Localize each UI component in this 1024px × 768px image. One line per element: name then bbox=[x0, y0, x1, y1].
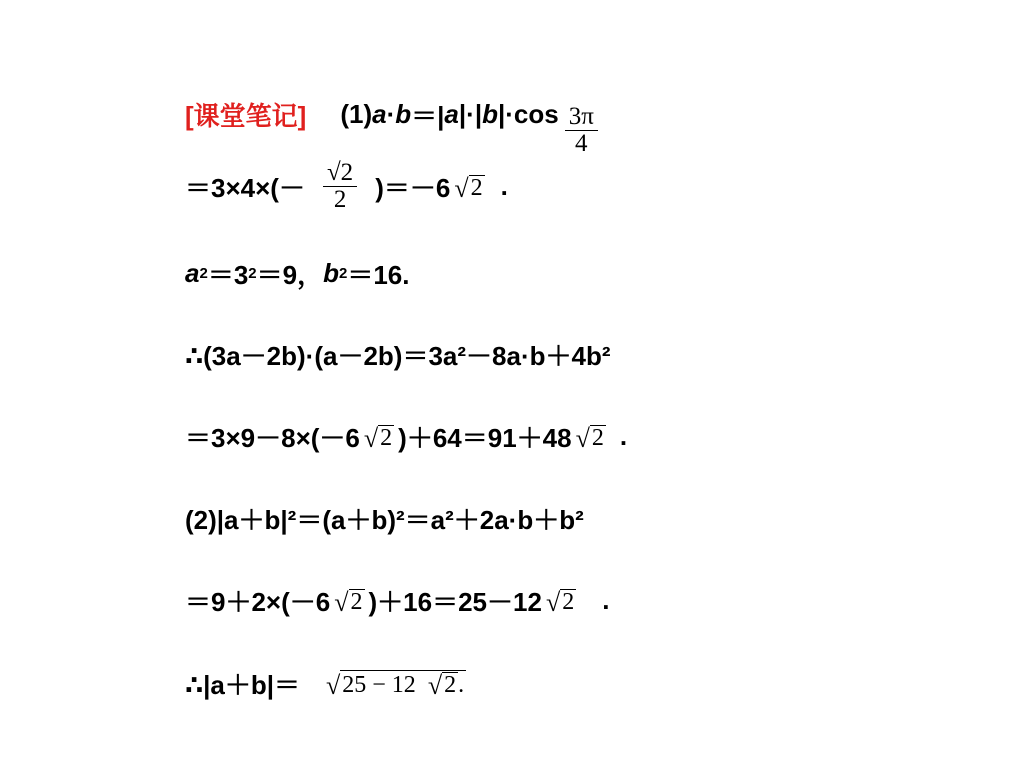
var-a: a bbox=[372, 99, 387, 129]
line7-end: . bbox=[602, 585, 610, 615]
line5-end: . bbox=[619, 421, 628, 451]
line-1 bbox=[185, 88, 604, 157]
sqrt-2: √ 2 bbox=[363, 423, 393, 453]
line-4 bbox=[185, 336, 610, 373]
var-b: b bbox=[323, 258, 339, 288]
sqrt-25-minus-12-root2: √ 25 − 12 √ 2 . bbox=[325, 671, 465, 700]
eq-abs: ＝| bbox=[411, 101, 445, 131]
line7-start: ＝9＋2×(－6 bbox=[185, 587, 331, 617]
fraction-root2-over-2 bbox=[323, 160, 357, 213]
cos-text: |·cos bbox=[498, 99, 559, 129]
sqrt-2: √ 2 bbox=[545, 587, 575, 617]
var-a: a bbox=[185, 258, 200, 288]
line4-text: ∴(3a－2b)·(a－2b)＝3a²－8a·b＋4b² bbox=[185, 341, 611, 371]
line3-t1: ＝3 bbox=[207, 260, 249, 290]
inner-sqrt-2: √ 2 bbox=[427, 671, 457, 700]
frac-numerator: √2 bbox=[323, 160, 357, 187]
frac-denominator: 4 bbox=[575, 130, 588, 157]
note-label: [课堂笔记] bbox=[185, 101, 307, 131]
line-2 bbox=[185, 160, 508, 213]
abs-mid: |·| bbox=[458, 99, 483, 129]
sqrt-2: √ 2 bbox=[454, 173, 483, 203]
abs-a: a bbox=[444, 99, 459, 129]
line-7 bbox=[185, 582, 609, 619]
line2-start: ＝3×4×(－ bbox=[185, 173, 305, 203]
line2-mid: )＝－6 bbox=[375, 173, 451, 203]
sqrt-2: √ 2 bbox=[334, 587, 363, 617]
line5-start: ＝3×9－8×(－6 bbox=[185, 423, 360, 453]
line2-end: . bbox=[500, 171, 508, 201]
part-label: (1) bbox=[340, 99, 373, 129]
line-6 bbox=[185, 500, 584, 537]
fraction-3pi-over-4 bbox=[565, 104, 598, 157]
line-8 bbox=[185, 665, 470, 702]
sqrt-2: √ 2 bbox=[575, 423, 604, 453]
line-5 bbox=[185, 418, 627, 455]
var-b: b bbox=[395, 99, 412, 129]
frac-numerator: 3π bbox=[565, 104, 598, 131]
line3-t2: ＝9， bbox=[256, 260, 324, 290]
abs-b: b bbox=[482, 99, 498, 129]
line8-start: ∴|a＋b|＝ bbox=[185, 670, 300, 700]
frac-denominator: 2 bbox=[333, 186, 347, 213]
line7-mid: )＋16＝25－12 bbox=[368, 587, 542, 617]
line5-mid: )＋64＝91＋48 bbox=[398, 423, 572, 453]
dot-op: · bbox=[386, 99, 396, 129]
line-3: a 2 ＝3 2 ＝9， b 2 ＝16. bbox=[185, 255, 409, 292]
line8-end: . bbox=[458, 672, 465, 698]
line6-text: (2)|a＋b|²＝(a＋b)²＝a²＋2a·b＋b² bbox=[185, 505, 584, 535]
line3-t3: ＝16. bbox=[347, 260, 410, 290]
